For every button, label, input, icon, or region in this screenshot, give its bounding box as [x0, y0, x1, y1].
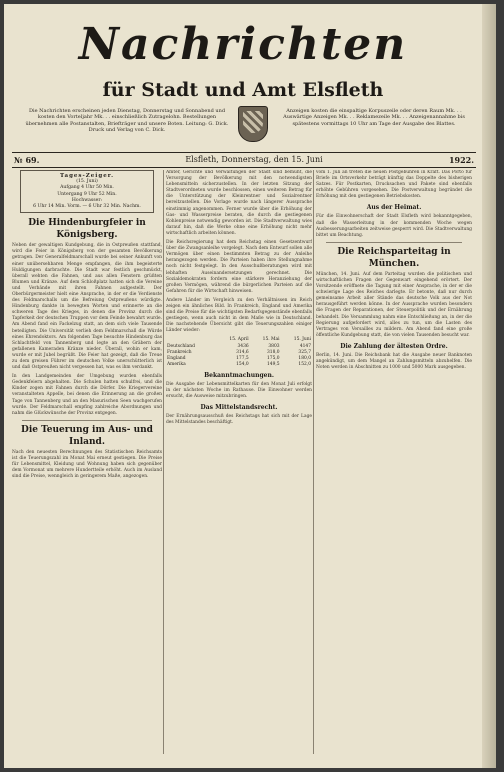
table-row: England 177,5 175,0 180,0 — [167, 355, 311, 361]
article-headline: Die Hindenburgfeier in Königsberg. — [28, 218, 146, 241]
header-rule-bottom — [12, 167, 476, 168]
column-2 — [166, 170, 312, 754]
article-text: Berlin, 14. Juni. Die Reichsbank hat die Ausgabe neuer Banknoten angekündigt, um dem Mangel an Zahlungsmitteln abzuhelfen. Die Noten werden in Abschnitten zu 1000 und 5000 Mark ausgegeben. — [316, 352, 472, 371]
table-header-row: 15. April 15. Mai 15. Juni — [229, 337, 311, 343]
masthead-subtitle: für Stadt und Amt Elsfleth — [102, 79, 384, 101]
column-divider — [163, 170, 164, 754]
article-headline: Die Teuerung im Aus- und Inland. — [21, 424, 153, 447]
tageszeiger-line: (15. Juni) — [76, 179, 98, 185]
tageszeiger-line: Hochwasser: — [71, 197, 103, 203]
article-text: Nach den neuesten Berechnungen des Statistischen Reichsamts ist die Teuerungszahl im Monat Mai erneut gestiegen. Die Preise für Lebensmittel, Kleidung und Wohnung haben sich gegenüber dem Vormonat um mehrere Hundertteile erhöht. Auch im Ausland sind die Preise, wenngleich in geringerem Maße, angezogen. — [12, 449, 162, 480]
tageszeiger-line: Untergang 9 Uhr 52 Min. — [57, 191, 117, 197]
issue-number: № 69. — [14, 155, 40, 165]
article-text: Die Reichsregierung hat dem Reichstag einen Gesetzentwurf über die Zwangsanleihe vorgelegt. Nach dem Entwurf sollen alle Vermögen über einen bestimmten Betrag zu der Anleihe herangezogen werden. Die Parteien haben ihre Stellungnahme noch nicht festgelegt. In den Ausschußberatungen wird mit lebhaften Auseinandersetzungen gerechnet. Die Sozialdemokraten fordern eine stärkere Heranziehung der großen Vermögen, während die bürgerlichen Parteien auf die Gefahren für die Wirtschaft hinweisen. — [166, 240, 312, 294]
table-row: Deutschland 3436 3803 4147 — [167, 343, 311, 349]
article-text: Neben der gewaltigen Kundgebung, die in Ostpreußen stattfand, wird die Feier in Königsberg von der gesamten Bevölkerung getragen. Der Generalfeldmarschall wurde bei seiner Ankunft von einer unübersehbaren Menge empfangen, die ihm begeisterte Huldigungen darbrachte. Die Stadt war festlich geschmückt, überall wehten die Fahnen, und aus allen Fenstern grüßten Blumen und Kränze. Auf dem Schloßplatz hatten sich die Vereine und Verbände mit ihren Fahnen aufgestellt. Der Oberbürgermeister hielt eine Ansprache, in der er die Verdienste des Feldmarschalls um die Befreiung Ostpreußens würdigte. Hindenburg dankte in bewegten Worten und erinnerte an die schweren Tage des Krieges, in denen die Provinz durch die Tapferkeit der deutschen Truppen vor dem Feinde bewahrt wurde. Am Abend fand ein Fackelzug statt, an dem sich viele Tausende beteiligten. Die Universität verlieh dem Feldmarschall die Würde eines Ehrendoktors. Am folgenden Tage besuchte Hindenburg das Schlachtfeld von Tannenberg und legte an den Gräbern der gefallenen Kameraden Kränze nieder. Überall, wohin er kam, wurde er mit Jubel begrüßt. Die Feier hat gezeigt, daß die Treue zu dem greisen Führer im deutschen Volke unerschütterlich ist und daß Ostpreußen nicht vergessen hat, was es ihm verdankt. — [12, 243, 162, 371]
article-text: Andere Länder im Vergleich zu den Verhältnissen im Reich zeigen ein ähnliches Bild. In Frankreich, England und Amerika sind die Preise für die wichtigsten Bedarfsgegenstände ebenfalls gestiegen, wenn auch nicht in dem Maße wie in Deutschland. Die nachstehende Übersicht gibt die Teuerungszahlen einiger Länder wieder: — [166, 297, 312, 334]
column-3 — [316, 170, 472, 754]
table-row: Amerika 154,0 149,5 152,0 — [167, 361, 311, 367]
article-text: Ämter, Gerichte und Verwaltungen der Stadt sind bemüht, die Versorgung der Bevölkerung mit den notwendigsten Lebensmitteln sicherzustellen. In der letzten Sitzung der Stadtverordneten wurde beschlossen, einen weiteren Betrag für die Unterstützung der Kleinrentner und Sozialrentner bereitzustellen. Die Vorlage wurde nach längerer Aussprache einstimmig angenommen. Ferner wurde über die Erhöhung der Gas- und Wasserpreise beraten, die durch die gestiegenen Kohlenpreise notwendig geworden ist. Die Stadtverwaltung wies darauf hin, daß die Werke ohne eine Erhöhung nicht mehr wirtschaftlich arbeiten können. — [166, 170, 312, 236]
newspaper-page — [4, 4, 496, 768]
article-separator — [22, 420, 152, 421]
page-spine — [482, 4, 496, 768]
article-headline: Aus der Heimat. — [366, 204, 422, 212]
tageszeiger-line: 6 Uhr 14 Min. Vorm. — 6 Uhr 32 Min. Nachm. — [33, 204, 141, 210]
column-1 — [12, 170, 162, 754]
article-text: Für die Einwohnerschaft der Stadt Elsfleth wird bekanntgegeben, daß die Wasserleitung in der kommenden Woche wegen Ausbesserungsarbeiten zeitweise gesperrt wird. Die Stadtverwaltung bittet um Beachtung. — [316, 214, 472, 238]
article-text: Der Ernährungsausschuß des Reichstags hat sich mit der Lage des Mittelstandes beschäftigt. — [166, 414, 312, 426]
article-text: In den Landgemeinden der Umgebung wurden ebenfalls Gedenkfeiern abgehalten. Die Schulen hatten schulfrei, und die Kinder zogen mit Fahnen durch die Dörfer. Die Kriegervereine veranstalteten Appelle, bei denen die Erinnerung an die großen Tage von Tannenberg und an den Masurischen Seen wachgerufen wurde. Der Feldmarschall empfing zahlreiche Abordnungen und nahm die Glückwünsche der Provinz entgegen. — [12, 374, 162, 416]
article-headline: Bekanntmachungen. — [204, 371, 274, 379]
tageszeiger-line: Aufgang 4 Uhr 50 Min. — [60, 185, 114, 191]
dateline — [14, 154, 474, 166]
article-text: vom 1. Juli an treten die neuen Postgebühren in Kraft. Das Porto für Briefe im Ortsverkehr beträgt künftig das Doppelte des bisherigen Satzes. Für Postkarten, Drucksachen und Pakete sind ebenfalls erhöhte Gebühren vorgesehen. Die Postverwaltung begründet die Erhöhung mit den gestiegenen Betriebskosten. — [316, 170, 472, 200]
article-text: München, 14. Juni. Auf dem Parteitag wurden die politischen und wirtschaftlichen Fragen der Gegenwart eingehend erörtert. Der Vorsitzende eröffnete die Tagung mit einer Ansprache, in der er die schwierige Lage des Reiches darlegte. Er betonte, daß nur durch gemeinsame Arbeit aller Stände das deutsche Volk aus der Not herausgeführt werden könne. In der Aussprache wurden besonders die Fragen der Reparationen, der Steuerpolitik und der Ernährung behandelt. Die Versammlung nahm eine Entschließung an, in der die Regierung aufgefordert wird, alles zu tun, um die Lasten des Vertrages von Versailles zu mildern. Am Abend fand eine große öffentliche Kundgebung statt, die von vielen Tausenden besucht war. — [316, 271, 472, 338]
article-headline: Die Reichsparteitag in München. — [337, 246, 451, 269]
advertising-info: Anzeigen kosten die einspaltige Korpuszeile oder deren Raum Mk. . . Auswärtige Anzeigen Mk. . . Reklamezeile Mk. . . Anzeigenannahme bis spätestens vormittags 10 Uhr am Tage der Ausgabe des Blattes. — [283, 108, 465, 127]
article-separator — [326, 242, 462, 243]
city-crest-icon — [238, 106, 268, 142]
article-headline: Die Zahlung der ältesten Ordre. — [340, 342, 448, 350]
issue-place-date: Elsfleth, Donnerstag, den 15. Juni — [185, 155, 323, 164]
tageszeiger-title: Tages-Zeiger. — [59, 173, 115, 179]
price-table — [166, 337, 312, 367]
column-divider — [313, 170, 314, 754]
header-rule-top — [12, 152, 476, 153]
article-headline: Das Mittelstandsrecht. — [200, 404, 278, 412]
issue-year: 1922. — [448, 155, 474, 165]
tageszeiger-box — [20, 170, 154, 213]
article-text: Die Ausgabe der Lebensmittelkarten für den Monat Juli erfolgt in der nächsten Woche im Rathause. Die Einwohner werden ersucht, die Ausweise mitzubringen. — [166, 381, 312, 400]
subscription-info: Die Nachrichten erscheinen jeden Dienstag, Donnerstag und Sonnabend und kosten den Vorteljahr Mk. . . einschließlich Zutragelohn. Bestellungen übernehmen alle Postanstalten, Briefträger und unsere Boten. Leitung: G. Dick. Druck und Verlag von C. Dick. — [25, 108, 229, 134]
masthead-title: Nachrichten — [78, 19, 408, 70]
table-row: Frankreich 314,6 318,0 325,7 — [167, 349, 311, 355]
